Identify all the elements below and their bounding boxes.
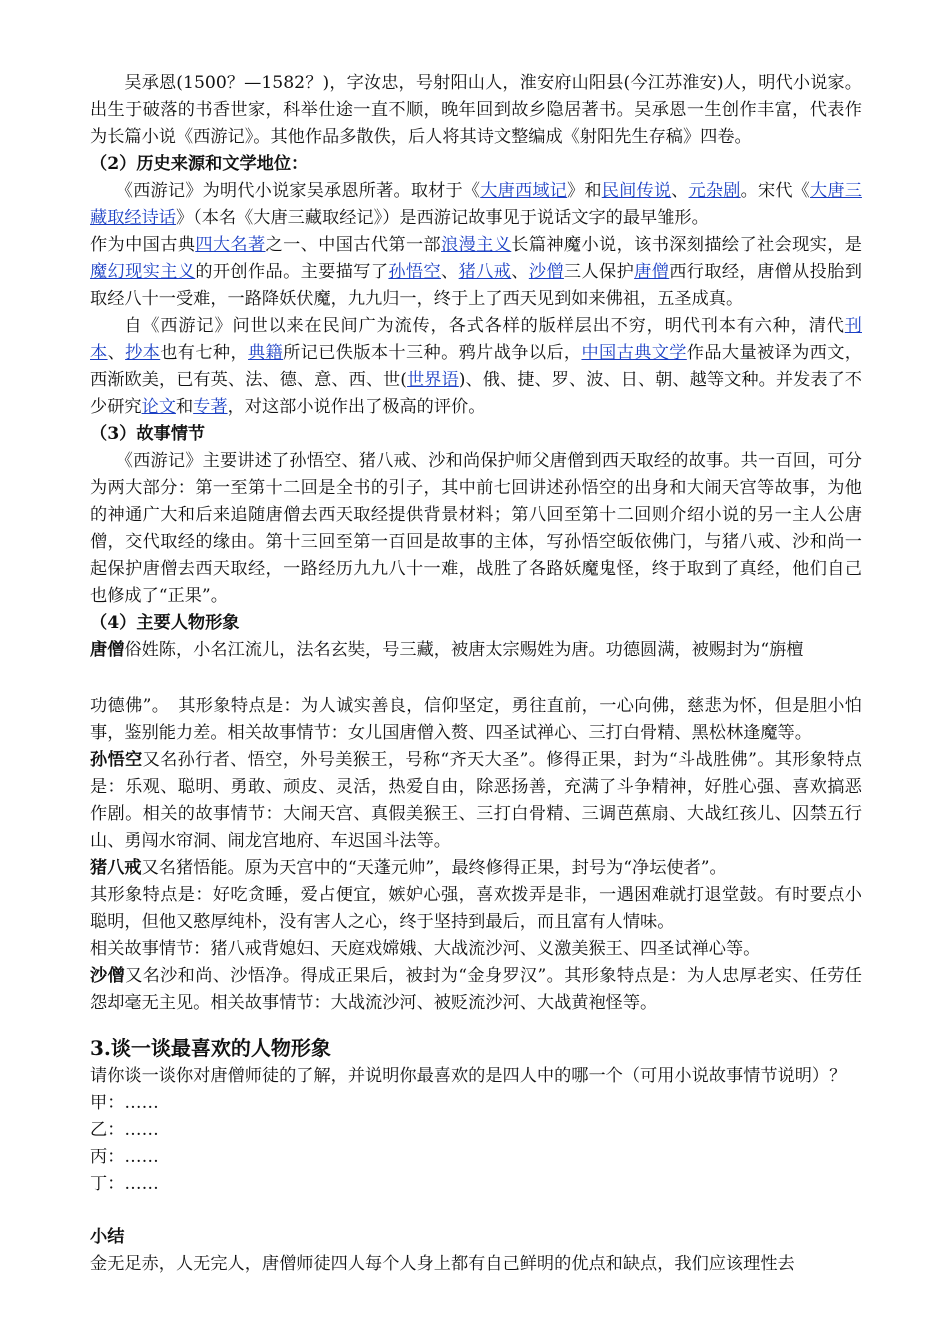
link-langman-zhuyi[interactable]: 浪漫主义	[441, 235, 512, 255]
link-datang-xiyuji[interactable]: 大唐西域记	[480, 181, 568, 201]
author-intro: 吴承恩(1500？—1582？)，字汝忠，号射阳山人，淮安府山阳县(今江苏淮安)人，明代小说家。出生于破落的书香世家，科举仕途一直不顺，晚年回到故乡隐居著书。吴承恩一生创作丰富，代表作为长篇小说《西游记》。其他作品多散佚，后人将其诗文整编成《射阳先生存稿》四卷。	[90, 73, 862, 147]
link-kanben[interactable]: 刊本	[90, 316, 862, 363]
summary-heading: 小结	[90, 1227, 125, 1247]
link-dianji[interactable]: 典籍	[248, 343, 284, 363]
part3-heading: 3.谈一谈最喜欢的人物形象	[90, 1036, 331, 1060]
link-sida-mingzhu[interactable]: 四大名著	[195, 235, 266, 255]
character-tangseng-line2: 功德佛”。 其形象特点是：为人诚实善良，信仰坚定，勇往直前，一心向佛，慈悲为怀，但是胆小怕事，鉴别能力差。相关故事情节：女儿国唐僧入赘、四圣试禅心、三打白骨精、黑松林逢魔等。	[90, 696, 862, 743]
character-zhubajie: 猪八戒又名猪悟能。原为天宫中的“天蓬元帅”，最终修得正果，封号为“净坛使者”。	[90, 858, 727, 878]
link-zhubajie[interactable]: 猪八戒	[458, 262, 512, 282]
link-zhongguo-gudian-wenxue[interactable]: 中国古典文学	[581, 343, 687, 363]
summary-text: 金无足赤，人无完人，唐僧师徒四人每个人身上都有自己鲜明的优点和缺点，我们应该理性去	[90, 1254, 795, 1274]
document-page	[90, 70, 862, 1278]
character-zhubajie-plots: 相关故事情节：猪八戒背媳妇、天庭戏嫦娥、大战流沙河、义激美猴王、四圣试禅心等。	[90, 939, 761, 959]
link-yuan-zaju[interactable]: 元杂剧	[688, 181, 741, 201]
history-paragraph-3: 自《西游记》问世以来在民间广为流传，各式各样的版样层出不穷，明代刊本有六种，清代刊本、抄本也有七种，典籍所记已佚版本十三种。鸦片战争以后，中国古典文学作品大量被译为西文，西渐欧美，已有英、法、德、意、西、世(世界语)、俄、捷、罗、波、日、朝、越等文种。并发表了不少研究论文和专著，对这部小说作出了极高的评价。	[90, 316, 862, 417]
section-heading-history: （2）历史来源和文学地位：	[90, 154, 309, 174]
link-chaoben[interactable]: 抄本	[125, 343, 161, 363]
link-sunwukong[interactable]: 孙悟空	[388, 262, 442, 282]
link-tangseng[interactable]: 唐僧	[634, 262, 670, 282]
blank-line	[90, 664, 862, 693]
answer-ding: 丁：……	[90, 1174, 159, 1194]
link-lunwen[interactable]: 论文	[141, 397, 176, 417]
plot-paragraph: 《西游记》主要讲述了孙悟空、猪八戒、沙和尚保护师父唐僧到西天取经的故事。共一百回，可分为两大部分：第一至第十二回是全书的引子，其中前七回讲述孙悟空的出身和大闹天宫等故事，为他的神通广大和后来追随唐僧去西天取经提供背景材料；第八回至第十二回则介绍小说的另一主人公唐僧，交代取经的缘由。第十三回至第一百回是故事的主体，写孙悟空皈依佛门，与猪八戒、沙和尚一起保护唐僧去西天取经，一路经历九九八十一难，战胜了各路妖魔鬼怪，终于取到了真经，他们自己也修成了“正果”。	[90, 451, 862, 606]
answer-yi: 乙：……	[90, 1120, 159, 1140]
link-mohuan-xianshi-zhuyi[interactable]: 魔幻现实主义	[90, 262, 196, 282]
section-heading-characters: （4）主要人物形象	[90, 613, 240, 633]
character-name-tangseng: 唐僧	[90, 640, 125, 660]
character-tangseng-line1: 唐僧俗姓陈，小名江流儿，法名玄奘，号三藏，被唐太宗赐姓为唐。功德圆满，被赐封为“旃檀	[90, 640, 804, 660]
character-zhubajie-traits: 其形象特点是：好吃贪睡，爱占便宜，嫉妒心强，喜欢拨弄是非，一遇困难就打退堂鼓。有时要点小聪明，但他又憨厚纯朴，没有害人之心，终于坚持到最后，而且富有人情味。	[90, 885, 862, 932]
link-zhuanzhu[interactable]: 专著	[193, 397, 228, 417]
character-name-zhubajie: 猪八戒	[90, 858, 142, 878]
answer-bing: 丙：……	[90, 1147, 159, 1167]
link-shaseng[interactable]: 沙僧	[528, 262, 564, 282]
history-paragraph-2: 作为中国古典四大名著之一、中国古代第一部浪漫主义长篇神魔小说，该书深刻描绘了社会现实，是魔幻现实主义的开创作品。主要描写了孙悟空、猪八戒、沙僧三人保护唐僧西行取经，唐僧从投胎到取经八十一受难，一路降妖伏魔，九九归一，终于上了西天见到如来佛祖，五圣成真。	[90, 235, 862, 309]
link-datang-sanzang-shihua[interactable]: 大唐三藏取经诗话	[90, 181, 862, 228]
character-name-sunwukong: 孙悟空	[90, 750, 143, 770]
part3-prompt: 请你谈一谈你对唐僧师徒的了解，并说明你最喜欢的是四人中的哪一个（可用小说故事情节说明）？	[90, 1066, 847, 1086]
link-shijieyu[interactable]: 世界语	[407, 370, 459, 390]
character-shaseng: 沙僧又名沙和尚、沙悟净。得成正果后，被封为“金身罗汉”。其形象特点是：为人忠厚老实、任劳任怨却毫无主见。相关故事情节：大战流沙河、被贬流沙河、大战黄袍怪等。	[90, 966, 862, 1013]
character-sunwukong: 孙悟空又名孙行者、悟空，外号美猴王，号称“齐天大圣”。修得正果，封为“斗战胜佛”。其形象特点是：乐观、聪明、勇敢、顽皮、灵活，热爱自由，除恶扬善，充满了斗争精神，好胜心强、喜欢搞恶作剧。相关的故事情节：大闹天宫、真假美猴王、三打白骨精、三调芭蕉扇、大战红孩儿、囚禁五行山、勇闯水帘洞、闹龙宫地府、车迟国斗法等。	[90, 750, 862, 851]
history-paragraph-1: 《西游记》为明代小说家吴承恩所著。取材于《大唐西域记》和民间传说、元杂剧。宋代《大唐三藏取经诗话》（本名《大唐三藏取经记》）是西游记故事见于说话文字的最早雏形。	[90, 181, 862, 228]
answer-jia: 甲：……	[90, 1093, 159, 1113]
link-minjian-chuanshuo[interactable]: 民间传说	[601, 181, 672, 201]
character-name-shaseng: 沙僧	[90, 966, 126, 986]
section-heading-plot: （3）故事情节	[90, 424, 206, 444]
